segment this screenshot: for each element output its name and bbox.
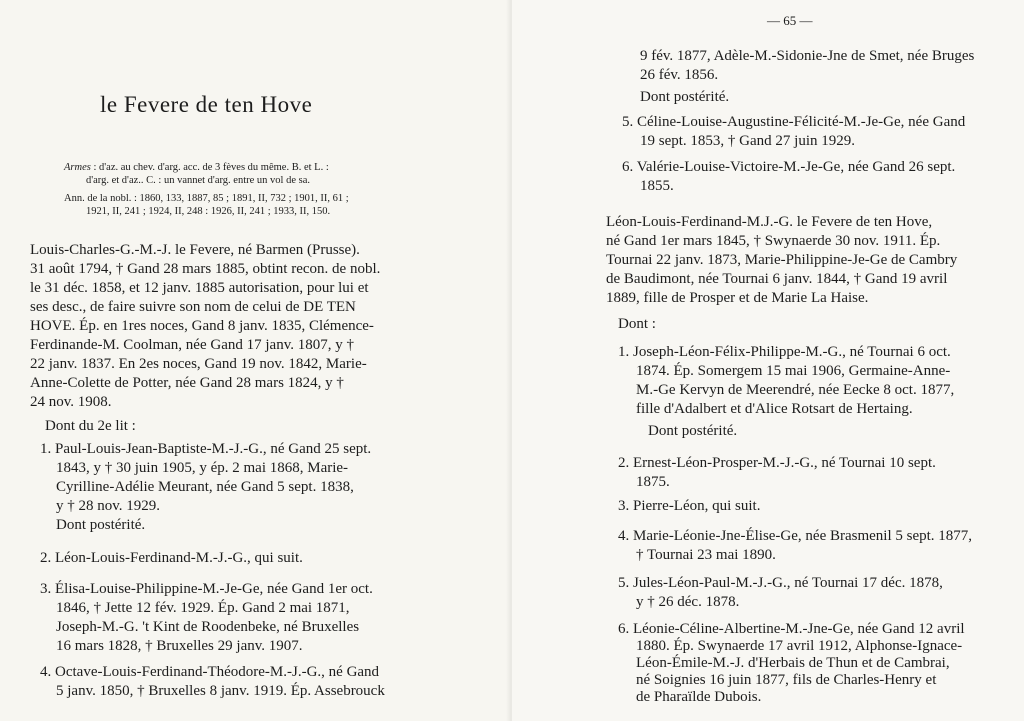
cont-line: 26 fév. 1856. bbox=[640, 67, 719, 83]
child-line: 1874. Ép. Somergem 15 mai 1906, Germaine-Anne- bbox=[636, 363, 951, 379]
child-line: 3. Pierre-Léon, qui suit. bbox=[618, 498, 761, 514]
leon-line: 1889, fille de Prosper et de Marie La Haise. bbox=[606, 290, 869, 306]
child-line: y † 26 déc. 1878. bbox=[636, 594, 740, 610]
page-number: — 65 — bbox=[767, 13, 813, 28]
child-line: 5. Céline-Louise-Augustine-Félicité-M.-Je-Ge, née Gand bbox=[622, 114, 966, 130]
child-line: 1875. bbox=[636, 474, 670, 490]
child-line: y † 28 nov. 1929. bbox=[56, 498, 161, 514]
intro-line: Ferdinande-M. Coolman, née Gand 17 janv. 1807, y † bbox=[30, 337, 354, 353]
intro-line: le 31 déc. 1858, et 12 janv. 1885 autorisation, pour lui et bbox=[30, 280, 369, 296]
child-line: 2. Ernest-Léon-Prosper-M.-J.-G., né Tournai 10 sept. bbox=[618, 455, 936, 471]
leon-line: Léon-Louis-Ferdinand-M.J.-G. le Fevere de ten Hove, bbox=[606, 214, 933, 230]
child-line: 1846, † Jette 12 fév. 1929. Ép. Gand 2 mai 1871, bbox=[56, 600, 350, 616]
child-line: fille d'Adalbert et d'Alice Rotsart de Hertaing. bbox=[636, 401, 913, 417]
intro-line: 24 nov. 1908. bbox=[30, 394, 112, 410]
child-line: de Pharaïlde Dubois. bbox=[636, 689, 762, 705]
posterity-note: Dont postérité. bbox=[648, 423, 738, 439]
right-page bbox=[512, 0, 1024, 721]
child-line: 1. Joseph-Léon-Félix-Philippe-M.-G., né Tournai 6 oct. bbox=[618, 344, 951, 360]
child-line: 1855. bbox=[640, 178, 674, 194]
intro-line: 22 janv. 1837. En 2es noces, Gand 19 nov. 1842, Marie- bbox=[30, 356, 367, 372]
child-line: 6. Léonie-Céline-Albertine-M.-Jne-Ge, née Gand 12 avril bbox=[618, 621, 965, 637]
child-line: 6. Valérie-Louise-Victoire-M.-Je-Ge, née Gand 26 sept. bbox=[622, 159, 956, 175]
leon-line: Tournai 22 janv. 1873, Marie-Philippine-Je-Ge de Cambry bbox=[606, 252, 958, 268]
leon-line: né Gand 1er mars 1845, † Swynaerde 30 nov. 1911. Ép. bbox=[606, 233, 941, 249]
intro-line: 31 août 1794, † Gand 28 mars 1885, obtint recon. de nobl. bbox=[30, 261, 381, 277]
child-line: 4. Octave-Louis-Ferdinand-Théodore-M.-J.-G., né Gand bbox=[40, 664, 380, 680]
posterity-note: Dont postérité. bbox=[640, 89, 730, 105]
arms-line-2: d'arg. et d'az.. C. : un vannet d'arg. entre un vol de sa. bbox=[86, 175, 310, 186]
annuaire-line-1: Ann. de la nobl. : 1860, 133, 1887, 85 ; 1891, II, 732 ; 1901, II, 61 ; bbox=[64, 193, 349, 204]
child-line: né Soignies 16 juin 1877, fils de Charles-Henry et bbox=[636, 672, 937, 688]
child-line: 2. Léon-Louis-Ferdinand-M.-J.-G., qui suit. bbox=[40, 550, 303, 566]
intro-line: Louis-Charles-G.-M.-J. le Fevere, né Barmen (Prusse). bbox=[30, 242, 360, 258]
dont-label: Dont : bbox=[618, 316, 656, 332]
annuaire-line-2: 1921, II, 241 ; 1924, II, 248 : 1926, II, 241 ; 1933, II, 150. bbox=[86, 206, 331, 217]
leon-line: de Baudimont, née Tournai 6 janv. 1844, † Gand 19 avril bbox=[606, 271, 948, 287]
posterity-note: Dont postérité. bbox=[56, 517, 146, 533]
child-line: 5. Jules-Léon-Paul-M.-J.-G., né Tournai 17 déc. 1878, bbox=[618, 575, 943, 591]
child-line: Cyrilline-Adélie Meurant, née Gand 5 sept. 1838, bbox=[56, 479, 354, 495]
child-line: 19 sept. 1853, † Gand 27 juin 1929. bbox=[640, 133, 855, 149]
intro-line: HOVE. Ép. en 1res noces, Gand 8 janv. 1835, Clémence- bbox=[30, 318, 374, 334]
child-line: 1. Paul-Louis-Jean-Baptiste-M.-J.-G., né Gand 25 sept. bbox=[40, 441, 372, 457]
intro-line: Anne-Colette de Potter, née Gand 28 mars 1824, y † bbox=[30, 375, 344, 391]
child-line: 3. Élisa-Louise-Philippine-M.-Je-Ge, née Gand 1er oct. bbox=[40, 581, 373, 597]
child-line: Léon-Émile-M.-J. d'Herbais de Thun et de Cambrai, bbox=[636, 655, 950, 671]
family-title: le Fevere de ten Hove bbox=[100, 92, 313, 117]
child-line: 1880. Ép. Swynaerde 17 avril 1912, Alphonse-Ignace- bbox=[636, 638, 963, 654]
intro-line: ses desc., de faire suivre son nom de celui de DE TEN bbox=[30, 299, 356, 315]
child-line: Joseph-M.-G. 't Kint de Roodenbeke, né Bruxelles bbox=[56, 619, 360, 635]
child-line: 4. Marie-Léonie-Jne-Élise-Ge, née Brasmenil 5 sept. 1877, bbox=[618, 528, 973, 544]
child-line: 5 janv. 1850, † Bruxelles 8 janv. 1919. Ép. Assebrouck bbox=[56, 683, 385, 699]
child-line: † Tournai 23 mai 1890. bbox=[636, 547, 776, 563]
arms-line-1: Armes : d'az. au chev. d'arg. acc. de 3 fèves du même. B. et L. : bbox=[64, 162, 329, 173]
dont-label: Dont du 2e lit : bbox=[45, 418, 136, 434]
cont-line: 9 fév. 1877, Adèle-M.-Sidonie-Jne de Smet, née Bruges bbox=[640, 48, 975, 64]
child-line: 1843, y † 30 juin 1905, y ép. 2 mai 1868, Marie- bbox=[56, 460, 349, 476]
child-line: 16 mars 1828, † Bruxelles 29 janv. 1907. bbox=[56, 638, 303, 654]
child-line: M.-Ge Kervyn de Meerendré, née Eecke 8 oct. 1877, bbox=[636, 382, 955, 398]
